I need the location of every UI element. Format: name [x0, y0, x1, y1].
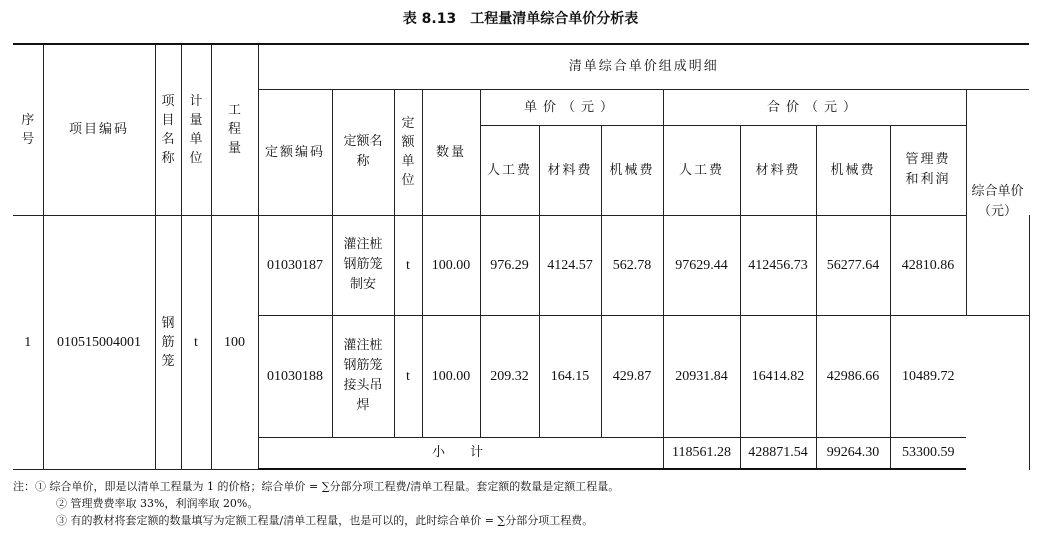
item-name: 钢筋笼	[155, 215, 181, 469]
header-material: 材料费	[539, 125, 601, 215]
header-mgmt: 管理费和利润	[890, 125, 966, 215]
row1-quota-code: 01030187	[258, 215, 332, 315]
row1-material: 4124.57	[539, 215, 601, 315]
item-code: 010515004001	[43, 215, 155, 469]
row2-total-machine: 42986.66	[816, 315, 890, 437]
header-labor: 人工费	[480, 125, 539, 215]
subtotal-labor: 118561.28	[663, 437, 740, 469]
row1-total-machine: 56277.64	[816, 215, 890, 315]
header-t-machine: 机械费	[816, 125, 890, 215]
unit-price-analysis-table	[13, 43, 1029, 470]
header-qty: 工程量	[211, 44, 258, 215]
header-quota-code: 定额编码	[258, 89, 332, 215]
header-group: 清单综合单价组成明细	[258, 44, 1029, 89]
item-qty: 100	[211, 215, 258, 469]
row1-total-material: 412456.73	[740, 215, 816, 315]
header-unit-price: 单价（元）	[480, 89, 663, 125]
header-quota-name: 定额名称	[332, 89, 394, 215]
header-machine: 机械费	[601, 125, 663, 215]
item-seq: 1	[13, 215, 43, 469]
header-t-material: 材料费	[740, 125, 816, 215]
row1-machine: 562.78	[601, 215, 663, 315]
row2-total-mgmt: 10489.72	[890, 315, 966, 437]
row2-quota-unit: t	[394, 315, 422, 437]
header-total-price: 合价（元）	[663, 89, 966, 125]
header-quota-unit: 定额单位	[394, 89, 422, 215]
item-unit: t	[181, 215, 211, 469]
row2-labor: 209.32	[480, 315, 539, 437]
row1-total-mgmt: 42810.86	[890, 215, 966, 315]
table-notes	[13, 478, 1029, 529]
row2-machine: 429.87	[601, 315, 663, 437]
row2-total-material: 16414.82	[740, 315, 816, 437]
row2-total-labor: 20931.84	[663, 315, 740, 437]
subtotal-mgmt: 53300.59	[890, 437, 966, 469]
note-3: ③ 有的教材将套定额的数量填写为定额工程量/清单工程量，也是可以的，此时综合单价 = ∑分部分项工程费。	[56, 514, 594, 527]
header-name: 项目名称	[155, 44, 181, 215]
table-row	[13, 215, 1029, 315]
note-2: ② 管理费费率取 33%，利润率取 20%。	[56, 497, 259, 510]
header-row-1	[13, 44, 1029, 89]
header-composite: 综合单价（元）	[966, 89, 1029, 315]
header-seq: 序号	[13, 44, 43, 215]
row1-quota-name: 灌注桩钢筋笼制安	[332, 215, 394, 315]
row1-labor: 976.29	[480, 215, 539, 315]
subtotal-material: 428871.54	[740, 437, 816, 469]
subtotal-label: 小 计	[258, 437, 663, 469]
subtotal-machine: 99264.30	[816, 437, 890, 469]
header-unit: 计量单位	[181, 44, 211, 215]
header-amount: 数量	[422, 89, 480, 215]
header-code: 项目编码	[43, 44, 155, 215]
note-1: 注：① 综合单价，即是以清单工程量为 1 的价格；综合单价 = ∑分部分项工程费/清单工程量。套定额的数量是定额工程量。	[13, 480, 620, 493]
row1-quota-unit: t	[394, 215, 422, 315]
row2-quota-code: 01030188	[258, 315, 332, 437]
row1-total-labor: 97629.44	[663, 215, 740, 315]
row1-amount: 100.00	[422, 215, 480, 315]
table-title: 表 8.13 工程量清单综合单价分析表	[402, 11, 639, 27]
header-t-labor: 人工费	[663, 125, 740, 215]
row2-quota-name: 灌注桩钢筋笼接头吊焊	[332, 315, 394, 437]
row2-amount: 100.00	[422, 315, 480, 437]
row2-material: 164.15	[539, 315, 601, 437]
